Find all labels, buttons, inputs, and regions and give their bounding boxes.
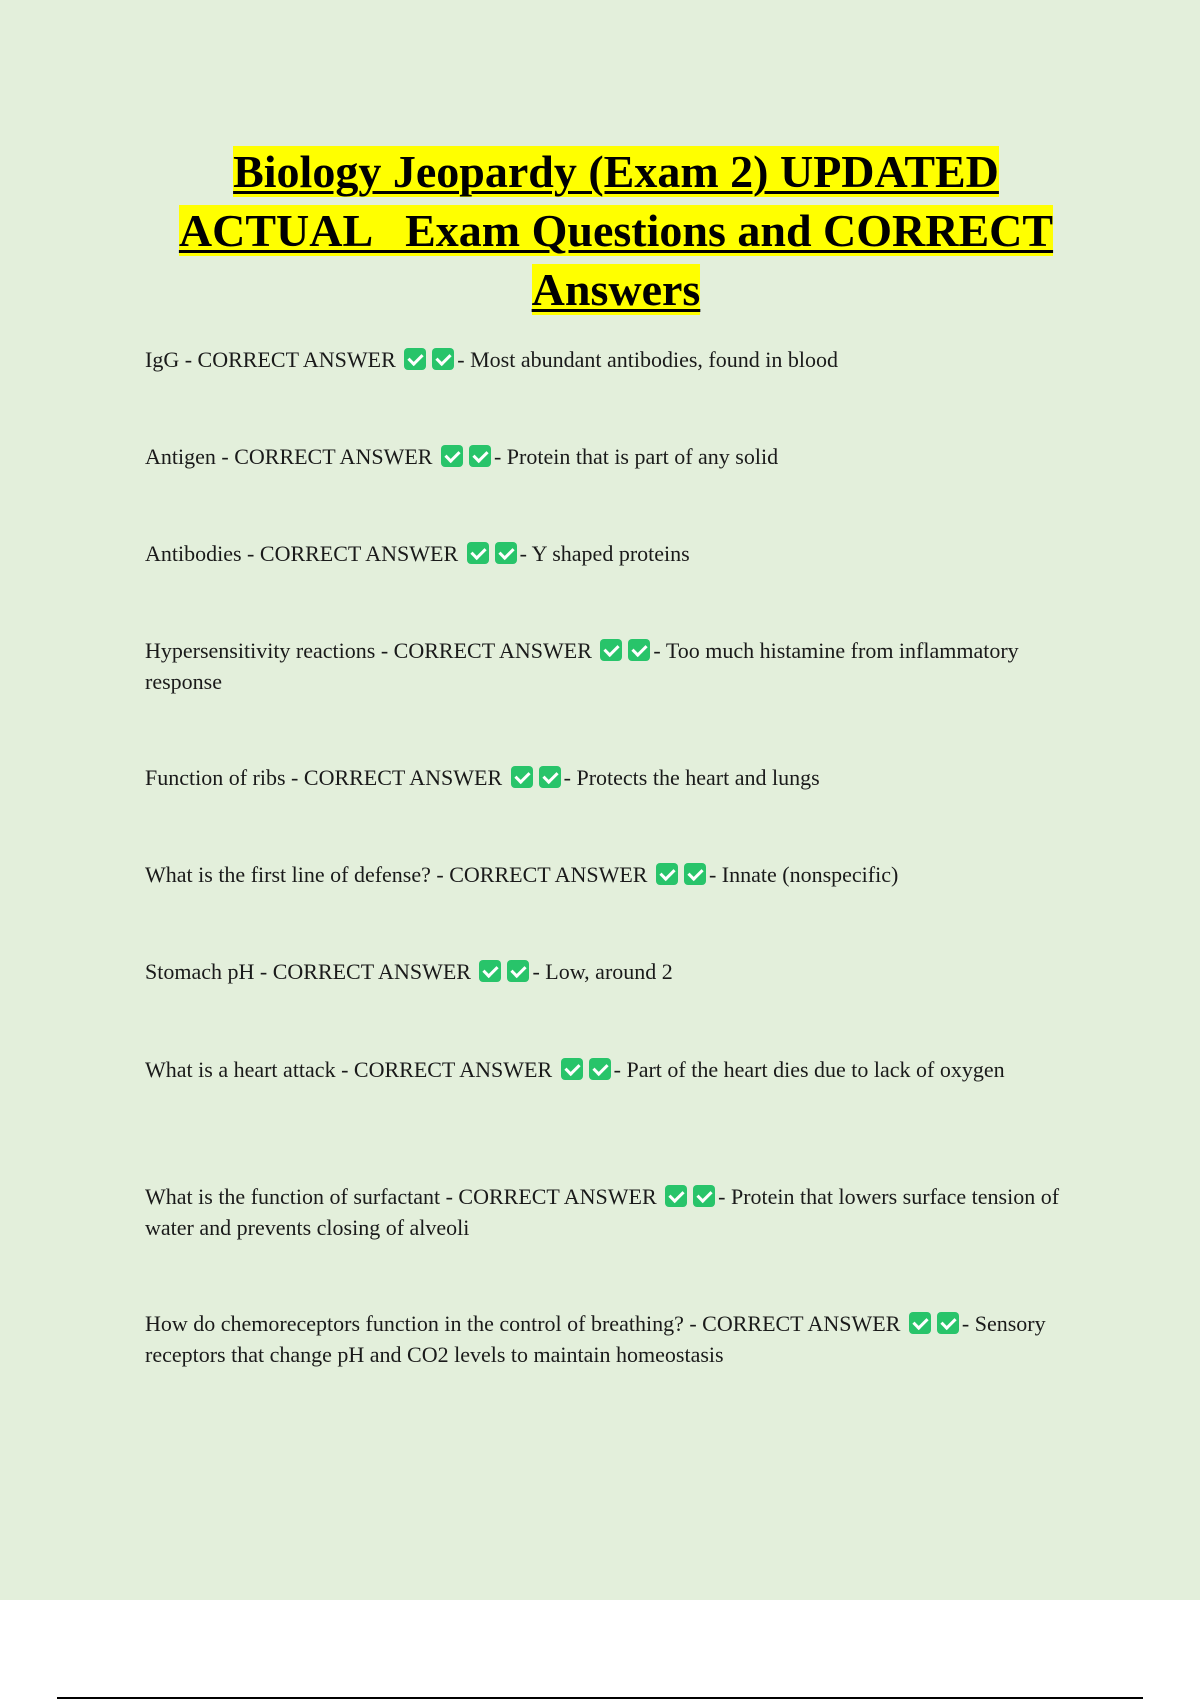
check-mark-icon [539, 766, 561, 788]
qa-item [145, 1308, 1065, 1370]
check-mark-icon [937, 1312, 959, 1334]
correct-answer-label: CORRECT ANSWER [449, 862, 648, 887]
correct-answer-label: CORRECT ANSWER [234, 444, 433, 469]
answer-text: - Sensory receptors that change pH and CO2 levels to maintain homeostasis [145, 1311, 1046, 1367]
check-mark-icon [909, 1312, 931, 1334]
answer-text: - Part of the heart dies due to lack of oxygen [613, 1057, 1005, 1082]
correct-answer-label: CORRECT ANSWER [303, 765, 503, 790]
check-mark-icon [665, 1185, 687, 1207]
question-text: What is a heart attack - [145, 1057, 354, 1082]
answer-text: - Protein that is part of any solid [493, 444, 779, 469]
qa-item [145, 956, 1065, 987]
check-mark-icon [495, 542, 517, 564]
correct-answer-label: CORRECT ANSWER [272, 959, 471, 984]
correct-answer-label: CORRECT ANSWER [197, 347, 396, 372]
check-mark-icon [467, 542, 489, 564]
question-text: What is the first line of defense? - [145, 862, 450, 887]
document-title [120, 142, 1112, 319]
question-text: Hypersensitivity reactions - [145, 638, 394, 663]
answer-text: - Y shaped proteins [519, 541, 690, 566]
title-line-2: ACTUAL Exam Questions and CORRECT [178, 205, 1054, 256]
qa-item [145, 635, 1065, 697]
qa-item [145, 1181, 1065, 1243]
qa-item [145, 441, 1065, 472]
question-text: Antibodies - [145, 541, 260, 566]
check-mark-icon [432, 348, 454, 370]
qa-item [145, 1054, 1065, 1085]
answer-text: - Too much histamine from inflammatory response [145, 638, 1019, 694]
check-mark-icon [404, 348, 426, 370]
title-line-1: Biology Jeopardy (Exam 2) UPDATED [233, 146, 999, 197]
question-text: Function of ribs - [145, 765, 304, 790]
check-mark-icon [656, 863, 678, 885]
check-mark-icon [507, 960, 529, 982]
answer-text: - Protects the heart and lungs [563, 765, 820, 790]
qa-item [145, 762, 1065, 793]
answer-text: - Most abundant antibodies, found in blood [457, 347, 838, 372]
question-text: Antigen - [145, 444, 235, 469]
check-mark-icon [479, 960, 501, 982]
check-mark-icon [600, 639, 622, 661]
correct-answer-label: CORRECT ANSWER [458, 1184, 657, 1209]
correct-answer-label: CORRECT ANSWER [259, 541, 459, 566]
footer-rule [57, 1697, 1143, 1699]
title-line-3: Answers [531, 264, 701, 315]
question-text: Stomach pH - [145, 959, 273, 984]
check-mark-icon [589, 1058, 611, 1080]
check-mark-icon [693, 1185, 715, 1207]
correct-answer-label: CORRECT ANSWER [393, 638, 592, 663]
check-mark-icon [511, 766, 533, 788]
check-mark-icon [628, 639, 650, 661]
qa-item [145, 538, 1065, 569]
question-text: What is the function of surfactant - [145, 1184, 459, 1209]
qa-item [145, 859, 1065, 890]
check-mark-icon [684, 863, 706, 885]
qa-item [145, 344, 1065, 375]
check-mark-icon [561, 1058, 583, 1080]
answer-text: - Innate (nonspecific) [708, 862, 899, 887]
question-text: IgG - [145, 347, 198, 372]
correct-answer-label: CORRECT ANSWER [702, 1311, 901, 1336]
check-mark-icon [441, 445, 463, 467]
correct-answer-label: CORRECT ANSWER [353, 1057, 553, 1082]
check-mark-icon [469, 445, 491, 467]
answer-text: - Low, around 2 [532, 959, 673, 984]
answer-text: - Protein that lowers surface tension of water and prevents closing of alveoli [145, 1184, 1060, 1240]
question-text: How do chemoreceptors function in the control of breathing? - [145, 1311, 703, 1336]
